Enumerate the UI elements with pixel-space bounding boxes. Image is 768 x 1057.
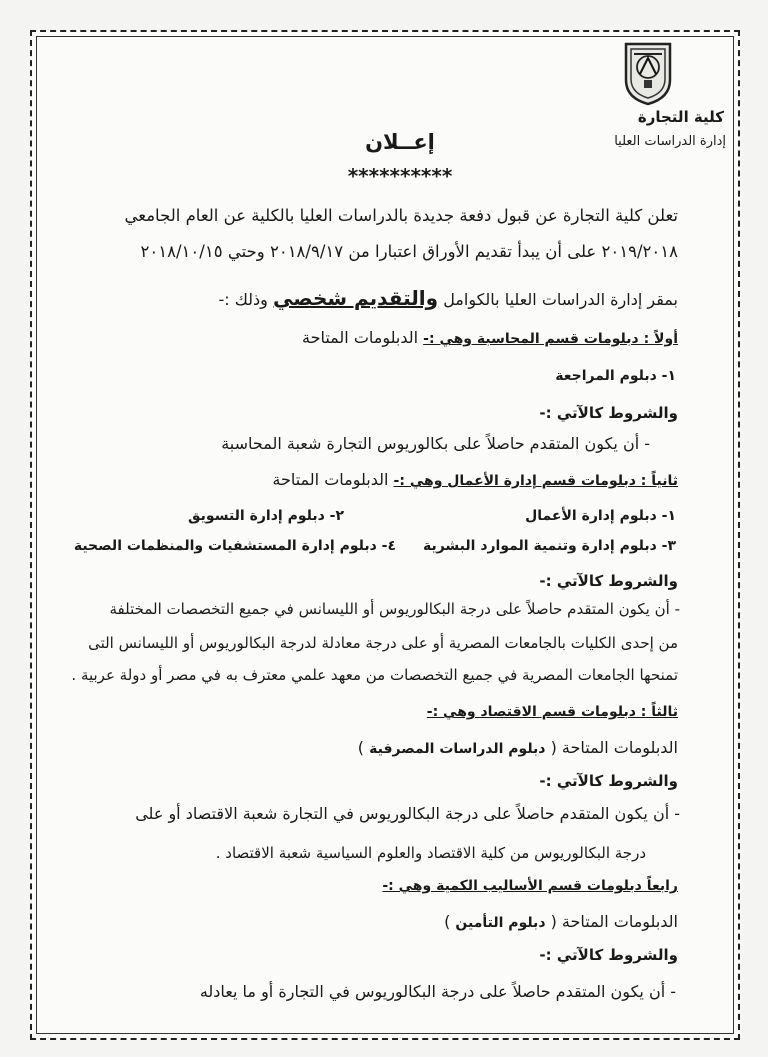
section3-condition-line-1: - أن يكون المتقدم حاصلاً على درجة البكالوريوس في التجارة شعبة الاقتصاد أو على (135, 804, 680, 823)
section3-heading: ثالثاً : دبلومات قسم الاقتصاد وهي :- (426, 704, 678, 720)
section1-condition-1: - أن يكون المتقدم حاصلاً على بكالوريوس التجارة شعبة المحاسبة (221, 434, 650, 453)
department-name: إدارة الدراسات العليا (614, 134, 726, 149)
section1-conditions-label: والشروط كالآتي :- (539, 404, 678, 422)
section4-condition-line-1: - أن يكون المتقدم حاصلاً على درجة البكالوريوس في التجارة أو ما يعادله (199, 982, 676, 1001)
section2-condition-line-2: من إحدى الكليات بالجامعات المصرية أو على درجة معادلة لدرجة البكالوريوس أو الليسانس التى (88, 634, 678, 652)
section3-condition-line-2: درجة البكالوريوس من كلية الاقتصاد والعلوم السياسية شعبة الاقتصاد . (215, 844, 646, 862)
university-seal-icon (622, 40, 674, 106)
title-stars: ********** (347, 164, 453, 188)
intro-line-1: تعلن كلية التجارة عن قبول دفعة جديدة بالدراسات العليا بالكلية عن العام الجامعي (124, 206, 678, 225)
section2-heading (272, 470, 678, 489)
section4-conditions-label: والشروط كالآتي :- (539, 946, 678, 964)
section2-item-4: ٤- دبلوم إدارة المستشفيات والمنظمات الصحية (73, 538, 396, 554)
section2-title: ثانياً : دبلومات قسم إدارة الأعمال وهي :- (393, 473, 678, 489)
intro-line-3 (218, 286, 678, 310)
section1-title-tail: الدبلومات المتاحة (301, 328, 419, 347)
intro-line-3-end: وذلك :- (218, 290, 268, 309)
section3-conditions-label: والشروط كالآتي :- (539, 772, 678, 790)
section2-condition-line-1: - أن يكون المتقدم حاصلاً على درجة البكالوريوس أو الليسانس في جميع التخصصات المختلفة (109, 600, 680, 618)
section2-item-1: ١- دبلوم إدارة الأعمال (525, 508, 676, 524)
section2-condition-line-3: تمنحها الجامعات المصرية في جميع التخصصات من معهد علمي معترف به في مصر أو دولة عربية . (71, 666, 678, 684)
section4-available-close: ) (444, 912, 451, 931)
college-name: كلية التجارة (637, 108, 724, 126)
section2-item-3: ٣- دبلوم إدارة وتنمية الموارد البشرية (422, 538, 676, 554)
intro-line-2: ٢٠١٩/٢٠١٨ على أن يبدأ تقديم الأوراق اعتبارا من ٢٠١٨/٩/١٧ وحتي ٢٠١٨/١٠/١٥ (140, 242, 678, 261)
section3-available-label: الدبلومات المتاحة ( (550, 738, 678, 757)
section1-title: أولاً : دبلومات قسم المحاسبة وهي :- (423, 331, 678, 347)
section3-available-name: دبلوم الدراسات المصرفية (369, 741, 546, 757)
intro-line-3-start: بمقر إدارة الدراسات العليا بالكوامل (443, 290, 678, 309)
announcement-title: إعــلان (365, 130, 435, 154)
section4-available-label: الدبلومات المتاحة ( (550, 912, 678, 931)
section1-heading (302, 328, 678, 347)
section4-available-name: دبلوم التأمين (455, 915, 546, 931)
section2-title-tail: الدبلومات المتاحة (272, 470, 389, 489)
section2-conditions-label: والشروط كالآتي :- (539, 572, 678, 590)
in-person-emphasis: والتقديم شخصي (273, 286, 439, 310)
section2-item-2: ٢- دبلوم إدارة التسويق (188, 508, 344, 524)
section3-available-close: ) (357, 738, 365, 757)
section4-heading: رابعاً دبلومات قسم الأساليب الكمية وهي :- (382, 878, 678, 894)
section4-available (444, 912, 678, 931)
section1-item-1: ١- دبلوم المراجعة (555, 368, 676, 384)
section3-available (358, 738, 678, 757)
